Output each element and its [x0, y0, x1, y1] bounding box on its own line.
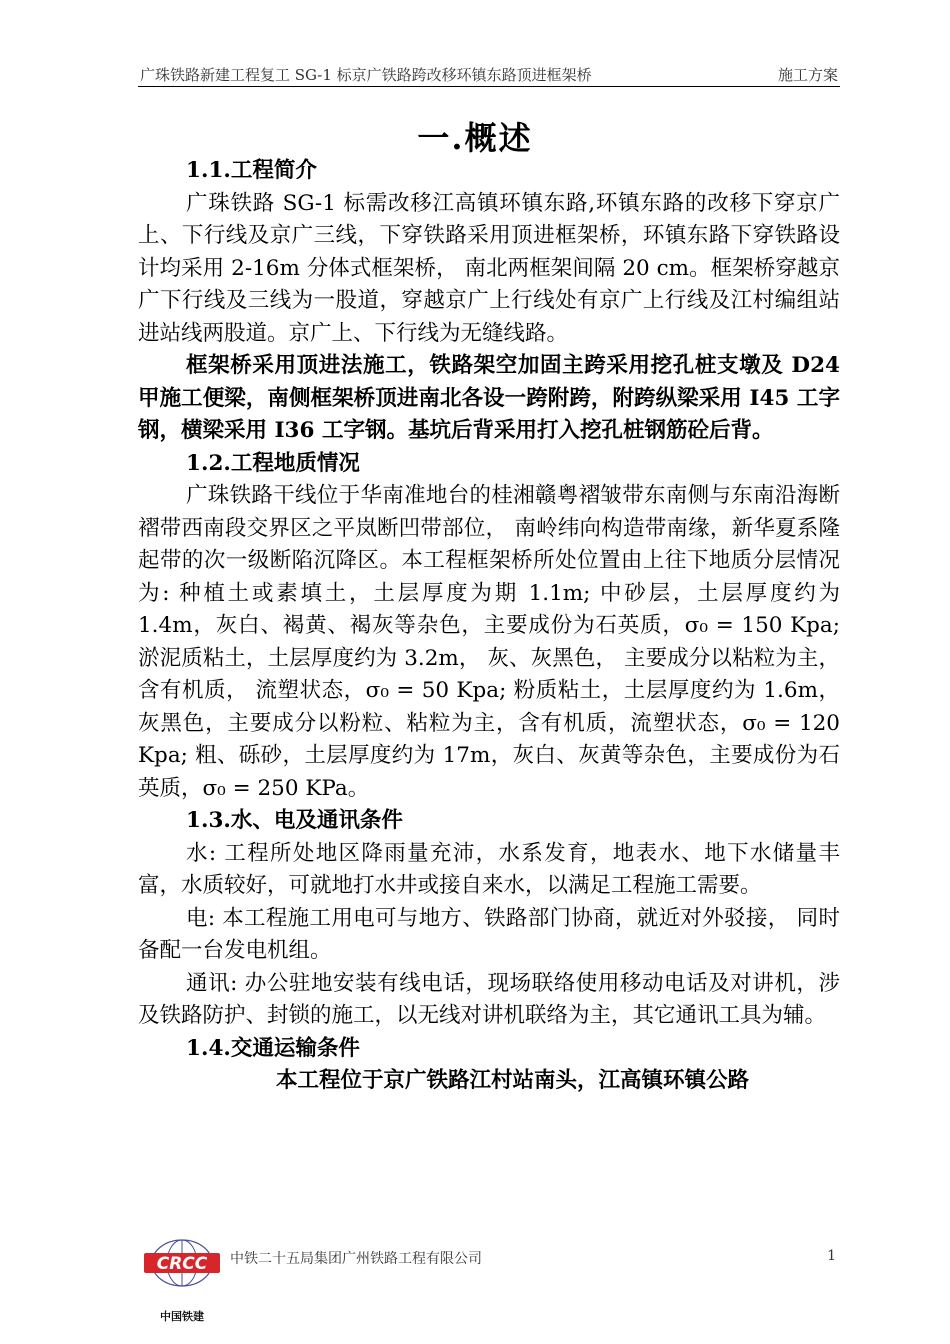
paragraph-construction-method: 框架桥采用顶进法施工，铁路架空加固主跨采用挖孔桩支墩及 D24 甲施工便梁，南侧框架桥顶进南北各设一跨附跨，附跨纵梁采用 I45 工字钢，横梁采用 I36 工字钢。基坑后背采用打入挖孔桩钢筋砼后背。	[138, 353, 840, 443]
page-title: 一.概述	[417, 119, 533, 157]
header-section-name: 施工方案	[777, 66, 838, 84]
section-heading-1-2: 1.2.工程地质情况	[186, 450, 360, 476]
footer-company-name: 中铁二十五局集团广州铁路工程有限公司	[230, 1251, 482, 1267]
svg-text:CRCC: CRCC	[156, 1254, 208, 1274]
paragraph-water: 水: 工程所处地区降雨量充沛，水系发育，地表水、地下水储量丰富，水质较好，可就地打水井或接自来水，以满足工程施工需要。	[138, 840, 840, 898]
paragraph-power: 电: 本工程施工用电可与地方、铁路部门协商，就近对外驳接， 同时备配一台发电机组。	[138, 905, 840, 963]
paragraph-communication: 通讯: 办公驻地安装有线电话，现场联络使用移动电话及对讲机，涉及铁路防护、封锁的施工，以无线对讲机联络为主，其它通讯工具为辅。	[138, 970, 840, 1028]
header-document-title: 广珠铁路新建工程复工 SG-1 标京广铁路跨改移环镇东路顶进框架桥	[140, 66, 592, 84]
page-number: 1	[827, 1248, 836, 1264]
document-body	[138, 155, 840, 1098]
section-heading-1-3: 1.3.水、电及通讯条件	[186, 808, 403, 833]
paragraph-transport: 本工程位于京广铁路江村站南头，江高镇环镇公路	[276, 1068, 750, 1093]
svg-text:中国铁建: 中国铁建	[160, 1310, 204, 1323]
paragraph-project-intro: 广珠铁路 SG-1 标需改移江高镇环镇东路,环镇东路的改移下穿京广上、下行线及京广三线，下穿铁路采用顶进框架桥，环镇东路下穿铁路设计均采用 2-16m 分体式框架桥， 南北两框架间隔 20 cm。框架桥穿越京广下行线及三线为一股道，穿越京广上行线处有京广上行线及江村编组站进站线两股道。京广上、下行线为无缝线路。	[138, 190, 840, 346]
page-header	[138, 60, 840, 87]
section-heading-1-1: 1.1.工程简介	[186, 158, 317, 183]
section-heading-1-4: 1.4.交通运输条件	[186, 1035, 360, 1061]
paragraph-geology: 广珠铁路干线位于华南准地台的桂湘赣粤褶皱带东南侧与东南沿海断褶带西南段交界区之平岚断凹带部位， 南岭纬向构造带南缘，新华夏系隆起带的次一级断陷沉降区。本工程框架桥所处位置由上往下地质分层情况为: 种植土或素填土，土层厚度为期 1.1m; 中砂层，土层厚度约为 1.4m，灰白、褐黄、褐灰等杂色，主要成份为石英质，σ₀ = 150 Kpa; 淤泥质粘土，土层厚度约为 3.2m， 灰、灰黑色， 主要成分以粘粒为主， 含有机质， 流塑状态，σ₀ = 50 Kpa; 粉质粘土，土层厚度约为 1.6m，灰黑色，主要成分以粉粒、粘粒为主，含有机质，流塑状态，σ₀ = 120 Kpa; 粗、砾砂，土层厚度约为 17m，灰白、灰黄等杂色，主要成份为石英质，σ₀ = 250 KPa。	[138, 483, 840, 801]
crcc-logo-icon	[138, 1236, 226, 1326]
page-footer	[138, 1236, 840, 1326]
